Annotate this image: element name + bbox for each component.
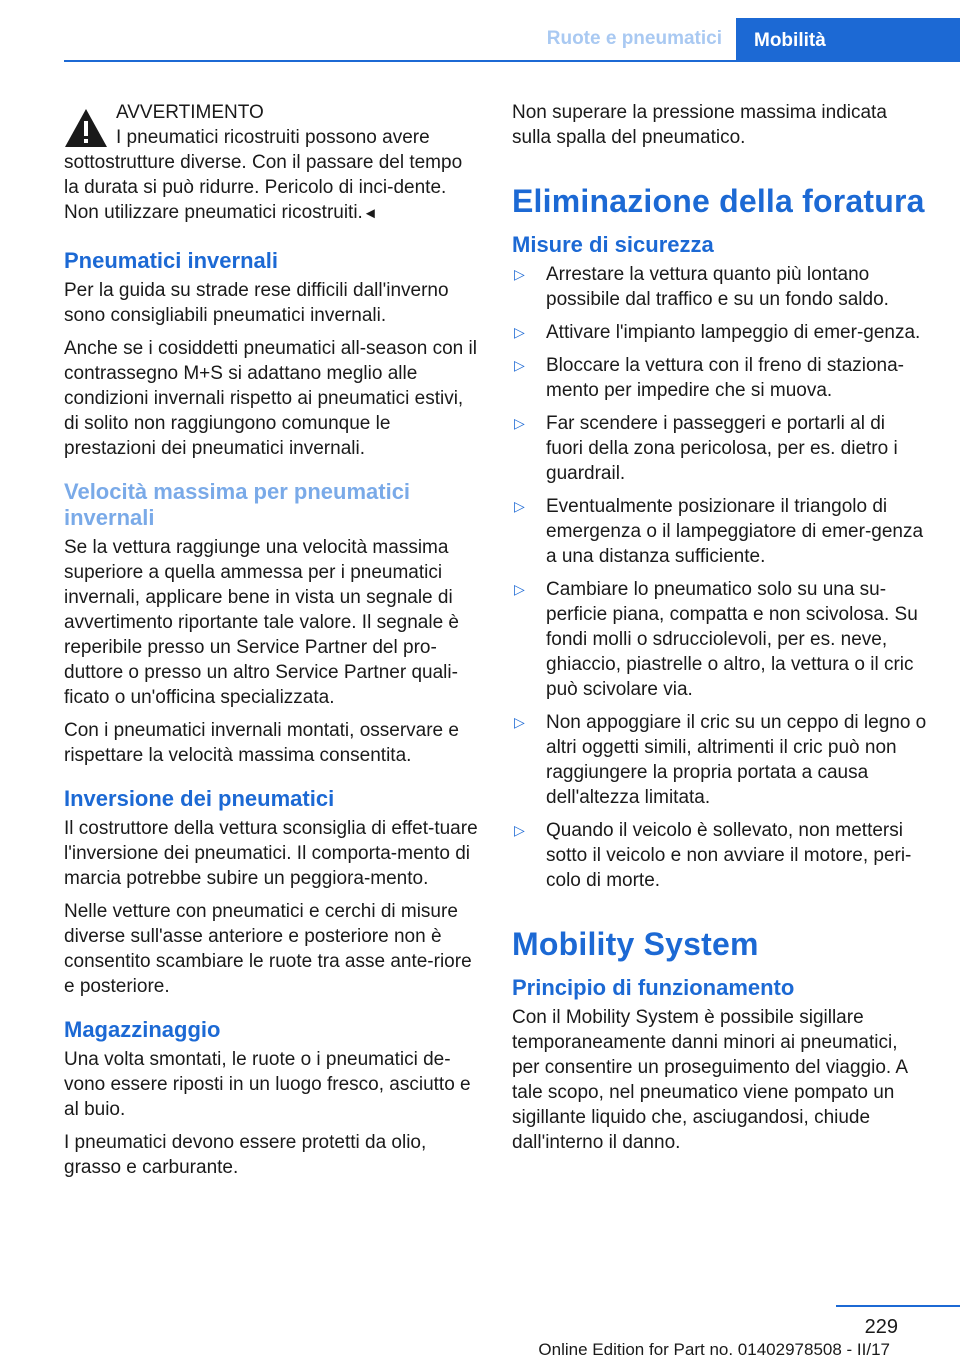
section-title: Ruote e pneumatici bbox=[546, 28, 722, 49]
winter-tires-heading: Pneumatici invernali bbox=[64, 248, 278, 273]
list-item: ▷ Quando il veicolo è sollevato, non mettersi sotto il veicolo e non avviare il motore, peri‐colo di morte. bbox=[514, 820, 912, 891]
operating-principle-heading: Principio di funzionamento bbox=[512, 975, 795, 1000]
page-header bbox=[0, 0, 960, 62]
max-speed-paragraph-1: Se la vettura raggiunge una velocità massima superiore a quella ammessa per i pneumatici invernali, applicare bene in vista un segnale di avvertimento riportante tale valore. Il segnale è reperibile presso un Service Partner del pro‐duttore o presso un altro Service Partner quali‐ficato o un'officina specializzata. bbox=[64, 537, 459, 708]
list-item: ▷ Bloccare la vettura con il freno di staziona‐mento per impedire che si muova. bbox=[514, 355, 905, 401]
safety-measures-list bbox=[512, 262, 927, 893]
rotation-paragraph-2: Nelle vetture con pneumatici e cerchi di misure diverse sull'asse anteriore e posteriore non è consentito scambiare le ruote tra asse ante‐riore e posteriore. bbox=[64, 901, 472, 997]
list-item: ▷ Eventualmente posizionare il triangolo di emergenza o il lampeggiatore di emer‐genza a una distanza sufficiente. bbox=[514, 496, 924, 567]
max-speed-heading: Velocità massima per pneumatici invernali bbox=[64, 479, 411, 530]
storage-heading: Magazzinaggio bbox=[64, 1017, 221, 1042]
list-item: ▷ Non appoggiare il cric su un ceppo di legno o altri oggetti simili, altrimenti il cric può non raggiungere la propria portata a causa dell'altezza limitata. bbox=[514, 712, 927, 808]
pressure-note: Non superare la pressione massima indicata sulla spalla del pneumatico. bbox=[512, 102, 887, 148]
rotation-paragraph-1: Il costruttore della vettura sconsiglia di effet‐tuare l'inversione dei pneumatici. Il comporta‐mento di marcia potrebbe subire un peggiora‐mento. bbox=[64, 818, 478, 889]
list-item: ▷ Far scendere i passeggeri e portarli al di fuori della zona pericolosa, per es. dietro i guardrail. bbox=[514, 413, 898, 484]
header-rule bbox=[64, 60, 960, 62]
triangle-bullet-icon: ▷ bbox=[514, 581, 525, 597]
winter-paragraph-2: Anche se i cosiddetti pneumatici all-season con il contrassegno M+S si adattano meglio alle condizioni invernali rispetto ai pneumatici estivi, di solito non raggiungono comunque le prestazioni dei pneumatici invernali. bbox=[64, 338, 477, 459]
mobility-paragraph: Con il Mobility System è possibile sigillare temporaneamente danni minori ai pneumatici, per consentire un proseguimento del viaggio. A tale scopo, nel pneumatico viene pompato un sigillante liquido che, asciugandosi, chiude dall'interno il danno. bbox=[512, 1007, 908, 1153]
triangle-bullet-icon: ▷ bbox=[514, 822, 525, 838]
puncture-heading: Eliminazione della foratura bbox=[512, 183, 925, 219]
storage-paragraph-2: I pneumatici devono essere protetti da olio, grasso e carburante. bbox=[64, 1132, 427, 1178]
left-column bbox=[64, 100, 479, 1188]
max-speed-paragraph-2: Con i pneumatici invernali montati, osservare e rispettare la velocità massima consentita. bbox=[64, 720, 459, 766]
triangle-bullet-icon: ▷ bbox=[514, 498, 525, 514]
safety-measures-heading: Misure di sicurezza bbox=[512, 232, 714, 257]
mobility-system-heading: Mobility System bbox=[512, 926, 759, 962]
warning-text: I pneumatici ricostruiti possono avere sottostrutture diverse. Con il passare del tempo la durata si può ridurre. Pericolo di inci‐dente. Non utilizzare pneumatici ricostruiti.◄ bbox=[64, 127, 463, 223]
end-of-section-icon: ◄ bbox=[362, 205, 378, 222]
triangle-bullet-icon: ▷ bbox=[514, 324, 525, 340]
chapter-tab: Mobilità bbox=[736, 18, 960, 62]
page-number: 229 bbox=[864, 1316, 898, 1338]
right-column bbox=[512, 100, 927, 1163]
winter-paragraph-1: Per la guida su strade rese difficili dall'inverno sono consigliabili pneumatici invernali. bbox=[64, 280, 449, 326]
rotation-heading: Inversione dei pneumatici bbox=[64, 786, 335, 811]
triangle-bullet-icon: ▷ bbox=[514, 357, 525, 373]
triangle-bullet-icon: ▷ bbox=[514, 714, 525, 730]
warning-box bbox=[64, 100, 479, 226]
list-item: ▷ Arrestare la vettura quanto più lontano possibile dal traffico e su un fondo saldo. bbox=[514, 264, 889, 310]
warning-title: AVVERTIMENTO bbox=[116, 102, 264, 123]
warning-triangle-icon bbox=[64, 108, 108, 148]
edition-note: Online Edition for Part no. 01402978508 - II/17 bbox=[538, 1340, 890, 1359]
triangle-bullet-icon: ▷ bbox=[514, 266, 525, 282]
footer-rule bbox=[836, 1305, 960, 1307]
list-item: ▷ Attivare l'impianto lampeggio di emer‐genza. bbox=[514, 322, 921, 343]
triangle-bullet-icon: ▷ bbox=[514, 415, 525, 431]
list-item: ▷ Cambiare lo pneumatico solo su una su‐perficie piana, compatta e non scivolosa. Su fondi molli o sdrucciolevoli, per es. neve, ghiaccio, piastrelle o altro, la vettura o il cric può scivolare via. bbox=[514, 579, 918, 700]
storage-paragraph-1: Una volta smontati, le ruote o i pneumatici de‐vono essere riposti in un luogo fresco, asciutto e al buio. bbox=[64, 1049, 471, 1120]
